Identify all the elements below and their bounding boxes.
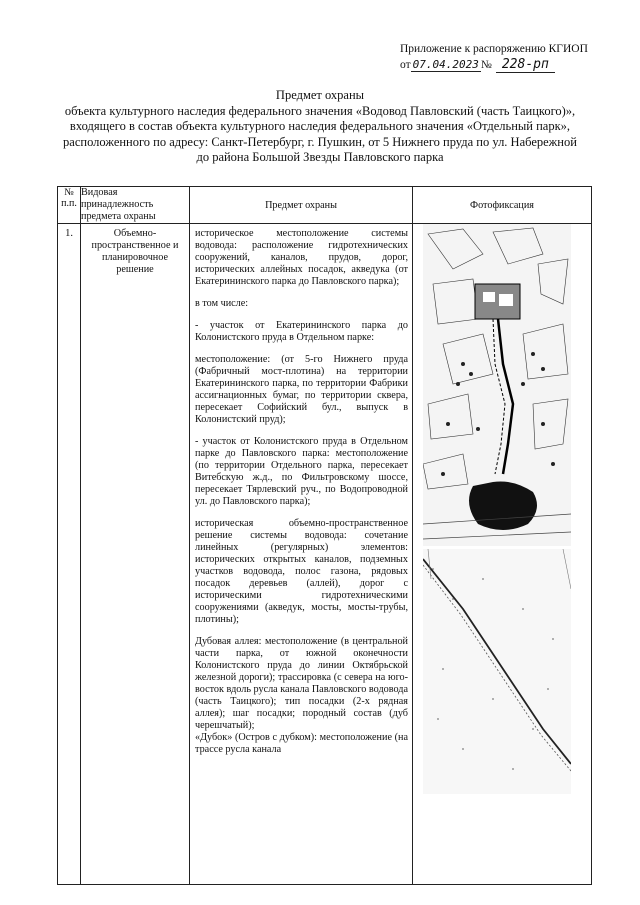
title-line-4: расположенного по адресу: Санкт-Петербург, г. Пушкин, от 5 Нижнего пруда по ул. Набережной — [63, 134, 577, 149]
table-header-row — [58, 187, 592, 224]
aerial-photo-image — [423, 549, 571, 794]
header-subject: Предмет охраны — [190, 187, 413, 224]
title-line-2: объекта культурного наследия федерального значения «Водовод Павловский (часть Таицкого)», — [64, 103, 576, 118]
subject-paragraph: историческая объемно-пространственное решение системы водовода: сочетание линейных (регулярных) элементов: исторических открытых каналов, подземных участков водовода, полос газона, рядовых посадок деревьев (аллей), дорог с историческими гидротехническими сооружениями (акведук, мосты, мосты-трубы, плотины); — [195, 518, 408, 625]
title-line-5: до района Большой Звезды Павловского парка — [196, 150, 444, 164]
protection-table — [57, 186, 592, 885]
subject-paragraph: Дубовая аллея: местоположение (в центральной части парка, от южной оконечности Колонистского пруда до линии Октябрьской железной дороги); трассировка (с севера на юго-восток вдоль русла канала Павловского водовода (часть Таицкого); тип посадки (2-х рядная аллея); шаг посадки; породный состав (дуб черешчатый); «Дубок» (Остров с дубком): местоположение (на трассе русла канала — [195, 636, 408, 755]
header-num: № п.п. — [58, 187, 81, 224]
subject-paragraph: местоположение: (от 5-го Нижнего пруда (Фабричный мост-плотина) на территории Екатерининского парка, по территории Фабрики ассигнационных бумаг, по территории сквера, пересекает Софийский бул., выпуск в Колонистский пруд); — [195, 354, 408, 425]
appendix-date-line — [400, 57, 630, 73]
row-type: Объемно-пространственное и планировочное решение — [81, 224, 190, 885]
document-title — [40, 88, 600, 166]
site-map-image — [423, 224, 571, 546]
handwritten-date: 07.04.2023 — [412, 58, 479, 71]
appendix-line: Приложение к распоряжению КГИОП — [400, 43, 588, 55]
subject-paragraph: - участок от Екатерининского парка до Колонистского пруда в Отдельном парке: — [195, 320, 408, 343]
subject-paragraph: в том числе: — [195, 298, 249, 309]
title-line-3: входящего в состав объекта культурного наследия федерального значения «Отдельный парк», — [69, 119, 571, 133]
appendix-header — [400, 42, 630, 73]
from-label: от — [400, 59, 411, 71]
number-label: № — [480, 59, 492, 71]
row-photo — [413, 224, 592, 885]
table-row — [58, 224, 592, 885]
header-type: Видовая принадлежность предмета охраны — [81, 187, 190, 224]
subject-paragraph: - участок от Колонистского пруда в Отдельном парке до Павловского парка: местоположение (по территории Отдельного парка, пересекает Витебскую ж.д., по Фильтровскому шоссе, пересекает Тярлевский руч., по Водопроводной ул. до Павловского парка); — [195, 436, 408, 507]
subject-paragraph: историческое местоположение системы водовода: расположение гидротехнических сооружений, каналов, прудов, дорог, исторических аллейных посадок, акведука (от Екатерининского парка до Павловского парка); — [195, 228, 408, 287]
header-photo: Фотофиксация — [413, 187, 592, 224]
row-subject — [190, 224, 413, 885]
row-num: 1. — [58, 224, 81, 885]
title-line-1: Предмет охраны — [275, 88, 365, 102]
handwritten-number: 228-рп — [496, 57, 555, 73]
